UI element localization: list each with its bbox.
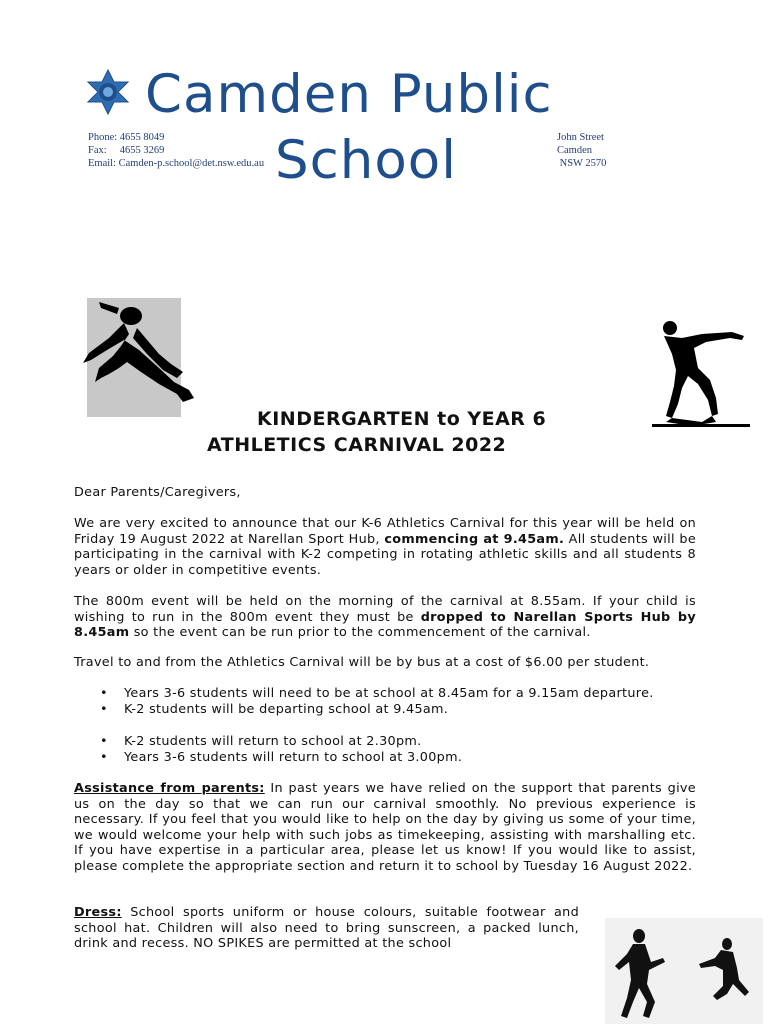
relay-runners-icon (605, 918, 763, 1024)
p2-bold: dropped to Narellan Sports Hub by 8.45am (74, 609, 696, 641)
email-address: Email: Camden-p.school@det.nsw.edu.au (88, 158, 265, 169)
discus-thrower-image (652, 318, 750, 430)
paragraph-800m-event (74, 594, 696, 641)
school-name (145, 62, 635, 194)
carnival-title-line2: ATHLETICS CARNIVAL 2022 (207, 434, 507, 456)
star-logo-icon (84, 68, 132, 116)
list-item: • Years 3-6 students will need to be at school at 8.45am for a 9.15am departure. (74, 686, 714, 702)
p1-text-a: We are very excited to announce that our K-6 Athletics Carnival for this year will be held on Friday 19 August 2022 at Narellan Sport Hub, (74, 516, 696, 547)
p2-text-a: The 800m event will be held on the morning of the carnival at 8.55am. If your child is wishing to run in the 800m event they must be (74, 594, 696, 625)
contact-details (88, 131, 264, 170)
address-line-3: NSW 2570 (557, 158, 607, 169)
paragraph-dress (74, 905, 579, 952)
list-item: • Years 3-6 students will return to school at 3.00pm. (74, 750, 714, 766)
phone-number: Phone: 4655 8049 (88, 132, 165, 143)
dress-label: Dress: (74, 905, 122, 920)
school-name-line1: Camden Public (145, 64, 553, 125)
school-name-line2: School (275, 130, 457, 191)
p1-bold: commencing at 9.45am. (384, 531, 565, 547)
paragraph-travel (74, 655, 696, 671)
paragraph-carnival-details (74, 516, 696, 578)
p1-text-b: All students will be participating in the carnival with K-2 competing in rotating athletic skills and all students 8 years or older in competitive events. (74, 531, 696, 578)
greeting (74, 485, 696, 501)
greeting-text: Dear Parents/Caregivers, (74, 485, 241, 500)
carnival-title-line1: KINDERGARTEN to YEAR 6 (257, 408, 547, 430)
departure-list (74, 686, 714, 717)
fax-number: Fax: 4655 3269 (88, 145, 165, 156)
list-item: • K-2 students will return to school at 2.30pm. (74, 734, 714, 750)
address-line-2: Camden (557, 145, 592, 156)
discus-thrower-icon (652, 318, 750, 430)
assistance-text: In past years we have relied on the support that parents give us on the day so that we can run our carnival smoothly. No previous experience is necessary. If you feel that you would like to help on the day by giving us some of your time, we would welcome your help with such jobs as timekeeping, assisting with marshalling etc. If you have expertise in a particular area, please let us know! If you would like to assist, please complete the appropriate section and return it to school by Tuesday 16 August 2022. (74, 781, 696, 874)
list-item: • K-2 students will be departing school at 9.45am. (74, 702, 714, 718)
long-jumper-icon (79, 298, 199, 417)
paragraph-assistance (74, 781, 696, 875)
relay-runners-image (605, 918, 763, 1024)
p3-text: Travel to and from the Athletics Carnival will be by bus at a cost of $6.00 per student. (74, 655, 650, 670)
return-list (74, 734, 714, 765)
school-address (557, 131, 606, 170)
p2-text-b: so the event can be run prior to the commencement of the carnival. (129, 625, 591, 641)
dress-text: School sports uniform or house colours, suitable footwear and school hat. Children will also need to bring sunscreen, a packed lunch, drink and recess. NO SPIKES are permitted at the school (74, 905, 579, 952)
assistance-label: Assistance from parents: (74, 781, 265, 796)
school-logo (84, 68, 132, 116)
long-jumper-image (87, 298, 181, 417)
address-line-1: John Street (557, 132, 604, 143)
